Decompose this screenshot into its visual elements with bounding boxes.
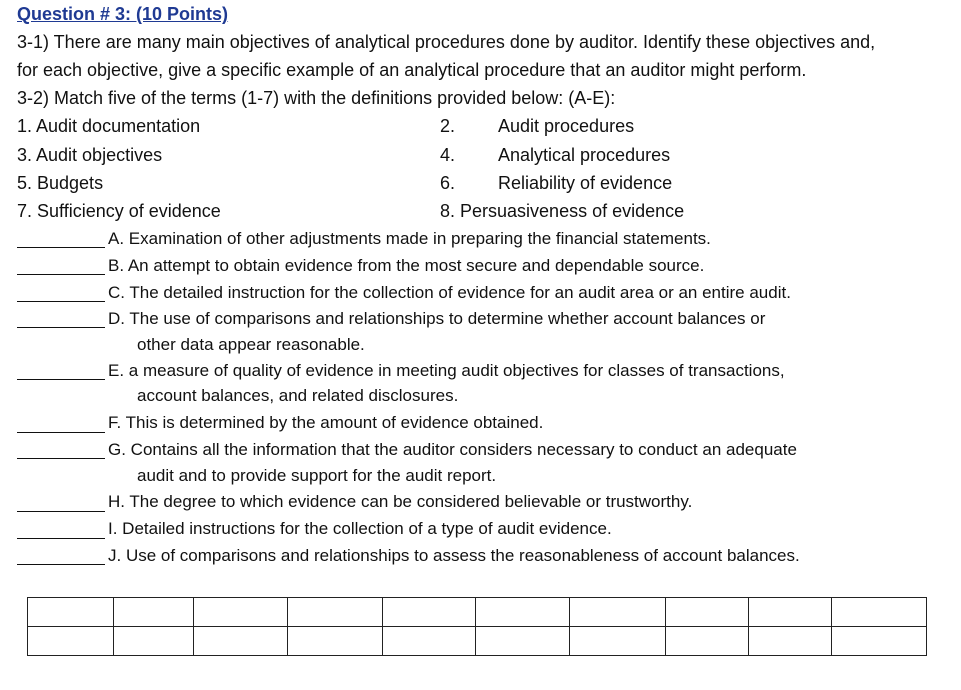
answer-cell[interactable] (287, 627, 382, 656)
answer-table-row (28, 598, 927, 627)
answer-blank-e[interactable] (17, 379, 105, 380)
term-7: 7. Sufficiency of evidence (17, 201, 221, 221)
definition-e-line1: E. a measure of quality of evidence in meeting audit objectives for classes of transactions, (108, 361, 785, 380)
answer-cell[interactable] (476, 598, 570, 627)
definition-e-line2: account balances, and related disclosures. (137, 386, 459, 405)
answer-cell[interactable] (382, 598, 476, 627)
answer-table (27, 597, 927, 656)
answer-blank-h[interactable] (17, 511, 105, 512)
answer-table-row (28, 627, 927, 656)
answer-cell[interactable] (832, 598, 927, 627)
definition-a: A. Examination of other adjustments made in preparing the financial statements. (108, 229, 711, 248)
part1-text-line2: for each objective, give a specific example of an analytical procedure that an auditor might perform. (17, 60, 807, 80)
term-6-number: 6. (440, 173, 456, 193)
term-3: 3. Audit objectives (17, 145, 163, 165)
definition-h: H. The degree to which evidence can be considered believable or trustworthy. (108, 492, 693, 511)
answer-blank-i[interactable] (17, 538, 105, 539)
answer-cell[interactable] (113, 598, 193, 627)
term-4-number: 4. (440, 145, 456, 165)
answer-cell[interactable] (570, 598, 666, 627)
answer-blank-g[interactable] (17, 458, 105, 459)
answer-blank-d[interactable] (17, 327, 105, 328)
part2-intro: 3-2) Match five of the terms (1-7) with the definitions provided below: (A-E): (17, 88, 616, 108)
answer-blank-b[interactable] (17, 274, 105, 275)
answer-cell[interactable] (287, 598, 382, 627)
definition-d-line1: D. The use of comparisons and relationships to determine whether account balances or (108, 309, 766, 328)
term-4: Analytical procedures (498, 145, 671, 165)
answer-blank-j[interactable] (17, 564, 105, 565)
answer-cell[interactable] (28, 627, 114, 656)
answer-cell[interactable] (666, 598, 749, 627)
answer-cell[interactable] (570, 627, 666, 656)
answer-blank-a[interactable] (17, 247, 105, 248)
answer-cell[interactable] (666, 627, 749, 656)
answer-blank-c[interactable] (17, 301, 105, 302)
definition-i: I. Detailed instructions for the collection of a type of audit evidence. (108, 519, 612, 538)
definition-f: F. This is determined by the amount of evidence obtained. (108, 413, 544, 432)
answer-cell[interactable] (193, 627, 287, 656)
answer-blank-f[interactable] (17, 432, 105, 433)
definition-j: J. Use of comparisons and relationships to assess the reasonableness of account balances. (108, 546, 800, 565)
question-title: Question # 3: (10 Points) (17, 4, 229, 24)
definition-b: B. An attempt to obtain evidence from the most secure and dependable source. (108, 256, 705, 275)
definition-g-line1: G. Contains all the information that the auditor considers necessary to conduct an adequate (108, 440, 797, 459)
term-6: Reliability of evidence (498, 173, 673, 193)
term-1: 1. Audit documentation (17, 116, 201, 136)
definition-d-line2: other data appear reasonable. (137, 335, 365, 354)
answer-cell[interactable] (382, 627, 476, 656)
answer-cell[interactable] (113, 627, 193, 656)
answer-cell[interactable] (193, 598, 287, 627)
part1-text-line1: 3-1) There are many main objectives of analytical procedures done by auditor. Identify these objectives and, (17, 32, 876, 52)
term-5: 5. Budgets (17, 173, 104, 193)
definition-g-line2: audit and to provide support for the audit report. (137, 466, 497, 485)
answer-cell[interactable] (749, 627, 832, 656)
answer-cell[interactable] (28, 598, 114, 627)
answer-cell[interactable] (476, 627, 570, 656)
answer-cell[interactable] (832, 627, 927, 656)
answer-cell[interactable] (749, 598, 832, 627)
definition-c: C. The detailed instruction for the collection of evidence for an audit area or an entire audit. (108, 283, 791, 302)
term-8: 8. Persuasiveness of evidence (440, 201, 685, 221)
term-2: Audit procedures (498, 116, 635, 136)
term-2-number: 2. (440, 116, 456, 136)
